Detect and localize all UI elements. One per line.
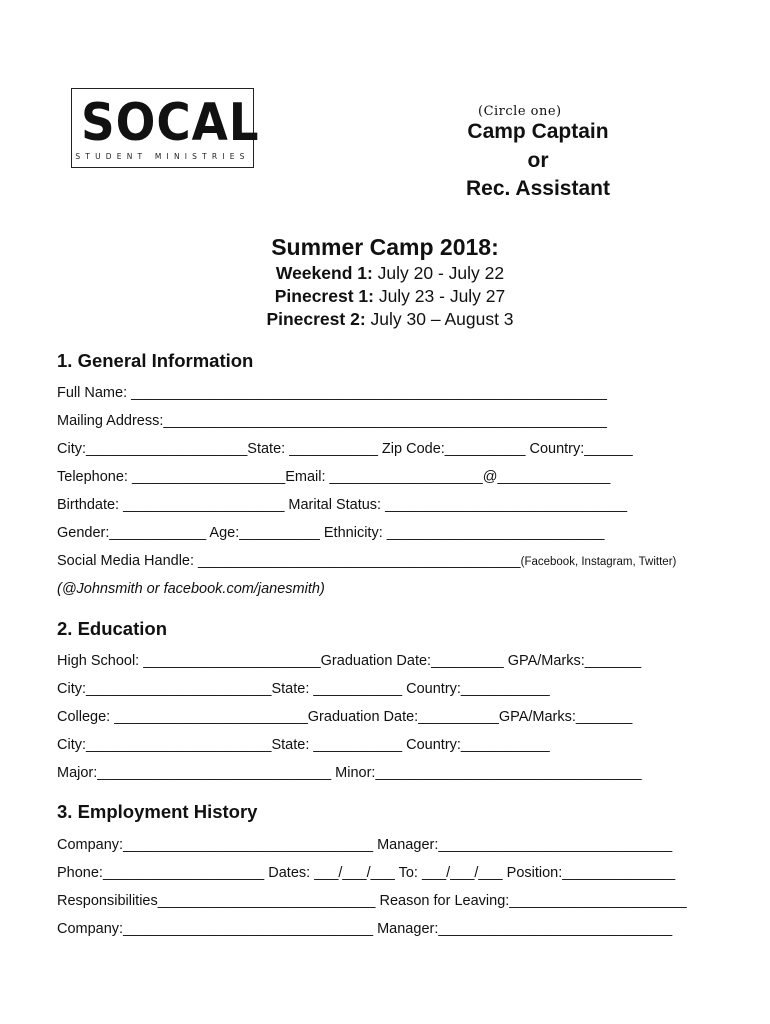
logo-subtitle: STUDENT MINISTRIES: [75, 152, 250, 161]
social-media-label: Social Media Handle: ________________________________________: [57, 553, 521, 569]
session-label: Weekend 1:: [275, 263, 373, 283]
social-media-hint: (@Johnsmith or facebook.com/janesmith): [57, 581, 325, 597]
session-pinecrest-2: [0, 309, 770, 330]
section-education-heading: 2. Education: [57, 618, 167, 639]
major-minor-field[interactable]: Major:_____________________________ Minor:_________________________________: [57, 765, 642, 781]
socal-logo: [71, 88, 260, 168]
responsibilities-reason-field[interactable]: Responsibilities___________________________ Reason for Leaving:______________________: [57, 893, 687, 909]
session-dates: July 30 – August 3: [365, 309, 514, 329]
college-field[interactable]: College: ________________________Graduation Date:__________GPA/Marks:_______: [57, 709, 633, 725]
role-option-camp-captain: Camp Captain: [467, 120, 609, 143]
role-or-text: or: [527, 149, 549, 172]
birthdate-marital-field[interactable]: Birthdate: ____________________ Marital Status: ______________________________: [57, 497, 628, 513]
section-general-heading: 1. General Information: [57, 350, 254, 371]
city-state-zip-country-field[interactable]: City:____________________State: ___________ Zip Code:__________ Country:______: [57, 441, 633, 457]
high-school-city-field[interactable]: City:_______________________State: ___________ Country:___________: [57, 681, 550, 697]
mailing-address-field[interactable]: Mailing Address:_______________________________________________________: [57, 413, 607, 429]
session-label: Pinecrest 1:: [274, 286, 374, 306]
circle-one-note: (Circle one): [478, 104, 562, 119]
college-city-field[interactable]: City:_______________________State: ___________ Country:___________: [57, 737, 550, 753]
telephone-email-field[interactable]: Telephone: ___________________Email: ___________________@______________: [57, 469, 611, 485]
company-manager-field[interactable]: Company:_______________________________ Manager:_____________________________: [57, 837, 673, 853]
camp-title: Summer Camp 2018:: [271, 234, 499, 260]
gender-age-ethnicity-field[interactable]: Gender:____________ Age:__________ Ethnicity: ___________________________: [57, 525, 605, 541]
phone-dates-position-field[interactable]: Phone:____________________ Dates: ___/___/___ To: ___/___/___ Position:______________: [57, 865, 676, 881]
high-school-field[interactable]: High School: ______________________Graduation Date:_________ GPA/Marks:_______: [57, 653, 642, 669]
role-option-rec-assistant: Rec. Assistant: [466, 177, 610, 200]
session-dates: July 20 - July 22: [372, 263, 505, 283]
logo-wordmark: SOCAL: [81, 93, 260, 153]
session-label: Pinecrest 2:: [266, 309, 366, 329]
full-name-field[interactable]: Full Name: ___________________________________________________________: [57, 385, 607, 401]
company-manager-field-2[interactable]: Company:_______________________________ Manager:_____________________________: [57, 921, 673, 937]
section-employment-heading: 3. Employment History: [57, 801, 258, 822]
social-media-note: (Facebook, Instagram, Twitter): [520, 556, 677, 568]
session-weekend-1: [0, 263, 770, 284]
social-media-field[interactable]: [57, 553, 676, 569]
session-dates: July 23 - July 27: [373, 286, 506, 306]
session-pinecrest-1: [0, 286, 770, 307]
